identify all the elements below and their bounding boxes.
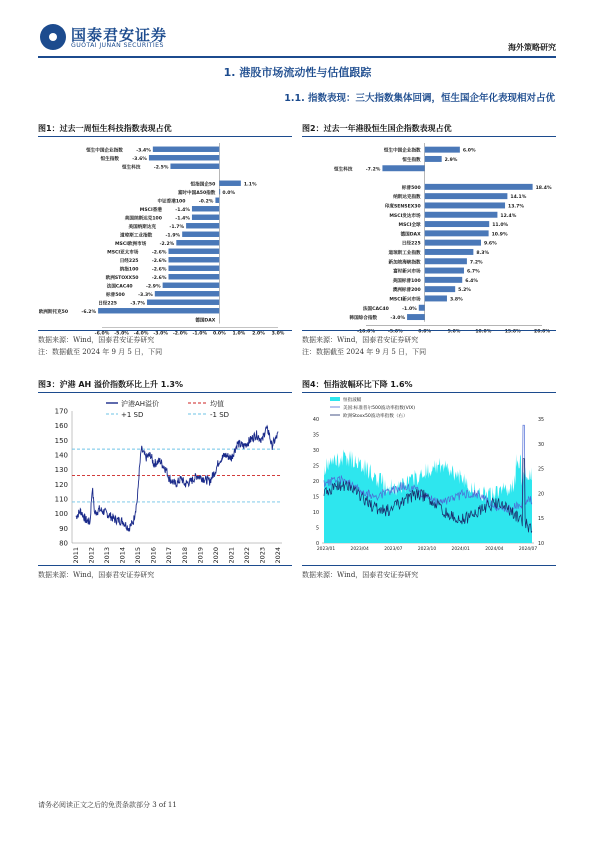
logo-mark-icon (38, 22, 68, 52)
x-tick-label: 2019 (196, 547, 205, 564)
bar (425, 286, 456, 292)
figure-4 (302, 378, 556, 567)
data-label: 1.1% (243, 182, 257, 188)
category-label: 恒指国企50 (190, 182, 216, 188)
category-label: 法国CAC40 (106, 284, 133, 290)
y-right-tick-label: 35 (538, 418, 545, 423)
data-label: -0.2% (198, 199, 214, 205)
data-label: -2.5% (153, 165, 169, 171)
bar (192, 206, 219, 211)
legend-label: +1 SD (121, 411, 144, 419)
data-label: -3.7% (130, 301, 145, 307)
report-type: 海外策略研究 (508, 43, 556, 52)
figure-1 (38, 122, 292, 337)
figure-4-source: 数据来源：Wind，国泰君安证券研究 (302, 571, 419, 579)
x-tick-label: 2020 (211, 547, 220, 564)
figure-1-chart (38, 137, 292, 337)
data-label: 6.4% (465, 278, 478, 284)
category-label: MSCI全球 (398, 223, 421, 229)
category-label: 德国DAX (400, 232, 421, 238)
category-label: 日经225 (401, 241, 421, 247)
figure-2-title: 图2：过去一年港股恒生国企指数表现占优 (302, 124, 452, 133)
x-tick-label: 2012 (87, 547, 96, 564)
category-label: MSCI香港 (139, 207, 162, 213)
bar (186, 223, 219, 228)
figure-4-title: 图4：恒指波幅环比下降 1.6% (302, 380, 413, 389)
x-tick-label: 0.0% (212, 331, 226, 337)
bar (168, 274, 219, 279)
bar (98, 308, 219, 313)
y-tick-label: 100 (54, 510, 68, 519)
category-label: 中证香港100 (157, 199, 186, 205)
data-label: -2.6% (151, 267, 167, 273)
data-label: -2.2% (159, 241, 175, 247)
y-tick-label: 40 (312, 418, 319, 423)
data-label: 5.2% (458, 288, 471, 294)
data-label: -2.6% (151, 275, 167, 281)
data-label: 7.2% (469, 260, 483, 266)
figure-2-chart (302, 137, 556, 335)
category-label: 恒生科技 (122, 165, 141, 171)
data-label: 10.9% (491, 232, 508, 238)
hsi-volatility-area (324, 449, 532, 543)
data-label: -2.6% (151, 250, 167, 256)
data-label: 6.0% (462, 148, 476, 154)
data-label: -2.6% (151, 258, 167, 264)
bar (147, 300, 219, 305)
bar (425, 212, 498, 218)
category-label: MSCI发达市场 (389, 213, 421, 219)
x-tick-label: 2024/01 (451, 547, 470, 552)
category-label: 欧洲斯托克50 (38, 309, 69, 315)
bar (382, 165, 424, 171)
category-label: 新加坡海峡指数 (388, 260, 421, 266)
category-label: 恒生中国企业指数 (383, 148, 421, 154)
figure-3 (38, 378, 292, 567)
bar (425, 221, 490, 227)
y-tick-label: 15 (312, 495, 319, 501)
legend-label: 沪港AH溢价 (121, 400, 160, 408)
data-label: -1.4% (175, 216, 190, 222)
category-label: 美国纳斯达克 (128, 224, 157, 230)
bar (425, 193, 508, 199)
data-label: -6.2% (81, 309, 97, 315)
legend-label: 恒指波幅 (343, 398, 362, 403)
y-tick-label: 140 (54, 451, 68, 460)
bar (182, 232, 219, 237)
data-label: -1.9% (165, 233, 181, 239)
figure-3-bottom-rule (38, 565, 292, 566)
category-label: 日经225 (119, 258, 139, 264)
y-tick-label: 25 (312, 464, 319, 470)
bar (407, 314, 425, 320)
bar (425, 240, 481, 246)
y-tick-label: 120 (54, 480, 68, 489)
data-label: -7.2% (365, 167, 381, 173)
data-label: 9.6% (483, 241, 497, 247)
y-tick-label: 80 (59, 539, 68, 548)
category-label: 日经225 (98, 301, 117, 307)
category-label: 纳斯达克指数 (393, 195, 421, 201)
category-label: 法国CAC40 (362, 306, 389, 312)
bar (170, 164, 219, 169)
y-tick-label: 0 (315, 542, 319, 547)
bar (155, 291, 220, 296)
page-footer: 请务必阅读正文之后的免责条款部分 3 of 11 (38, 801, 177, 809)
data-label: 11.0% (492, 223, 509, 229)
x-tick-label: 2024/04 (485, 547, 504, 552)
x-tick-label: 2023/04 (350, 547, 369, 552)
data-label: 13.7% (508, 204, 524, 210)
x-tick-label: -1.0% (192, 331, 208, 337)
x-tick-label: -3.0% (153, 331, 168, 337)
figure-4-chart (302, 393, 556, 563)
page-header (38, 22, 556, 58)
x-tick-label: 2017 (165, 547, 174, 564)
data-label: -1.7% (169, 224, 185, 230)
x-tick-label: 2023 (258, 547, 267, 564)
bar (168, 266, 219, 271)
y-tick-label: 10 (312, 511, 319, 516)
x-tick-label: 3.0% (271, 331, 285, 337)
x-tick-label: -5.0% (388, 329, 403, 335)
data-label: -1.4% (175, 207, 190, 213)
category-label: 印度SENSEX30 (384, 204, 421, 210)
y-tick-label: 150 (54, 436, 68, 445)
data-label: 0.0% (222, 190, 236, 196)
bar (425, 184, 533, 190)
bar (149, 155, 219, 160)
bar (425, 147, 460, 153)
company-logo (38, 22, 198, 52)
x-tick-label: 2016 (149, 547, 158, 564)
section-title: 1. 港股市场流动性与估值跟踪 (223, 66, 372, 79)
y-right-tick-label: 10 (538, 542, 545, 547)
x-tick-label: 0.0% (418, 329, 432, 335)
y-tick-label: 110 (54, 495, 68, 504)
figure-2-source: 数据来源：Wind，国泰君安证券研究 (302, 336, 419, 344)
x-tick-label: -2.0% (172, 331, 188, 337)
bar (425, 249, 474, 255)
y-tick-label: 30 (312, 449, 319, 454)
category-label: 恒生指数 (100, 156, 119, 162)
x-tick-label: 2024 (274, 547, 282, 564)
data-label: 14.1% (510, 195, 527, 201)
data-label: 8.3% (476, 250, 490, 256)
figure-1-bottom-rule (38, 330, 292, 331)
x-tick-label: 2018 (180, 547, 189, 564)
x-tick-label: 20.0% (534, 329, 550, 335)
y-right-tick-label: 15 (538, 517, 545, 523)
category-label: 美国标普100 (392, 278, 421, 284)
data-label: 3.8% (449, 297, 463, 303)
x-tick-label: 2023/01 (316, 547, 336, 552)
x-tick-label: 10.0% (475, 329, 492, 335)
x-tick-label: 2023/07 (384, 547, 403, 552)
x-tick-label: 2021 (227, 547, 236, 564)
y-tick-label: 90 (59, 524, 68, 533)
bar (176, 240, 219, 245)
data-label: -3.3% (138, 292, 153, 298)
legend-swatch (330, 397, 340, 401)
bar (163, 283, 220, 288)
legend-label: 美国:标准普尔500波动率指数(VIX) (343, 406, 416, 411)
bar (168, 249, 219, 254)
bar (192, 215, 219, 220)
category-label: 恒生中国企业指数 (86, 148, 123, 154)
logo-en: GUOTAI JUNAN SECURITIES (71, 42, 164, 49)
category-label: 恒生科技 (334, 167, 353, 173)
ah-premium-series-line (76, 426, 278, 532)
data-label: -3.0% (390, 316, 406, 322)
y-tick-label: 20 (312, 480, 319, 485)
bar (219, 181, 241, 186)
y-right-tick-label: 30 (538, 442, 545, 448)
data-label: -1.0% (402, 306, 417, 312)
data-label: -3.4% (136, 148, 151, 154)
y-right-tick-label: 25 (538, 467, 545, 473)
x-tick-label: 2024/07 (518, 547, 538, 552)
category-label: 纳指100 (119, 267, 139, 273)
figure-1-note: 注：数据截至 2024 年 9 月 5 日，下同 (38, 348, 163, 356)
bar (219, 189, 220, 194)
x-tick-label: -5.0% (114, 331, 129, 337)
legend-label: 均值 (210, 400, 224, 408)
data-label: 12.4% (500, 213, 517, 219)
y-tick-label: 160 (54, 422, 68, 431)
figure-3-chart (38, 393, 292, 563)
legend-label: -1 SD (210, 411, 230, 419)
legend-label: 欧洲Stoxx50波动率指数（右） (343, 414, 408, 419)
bar (425, 202, 505, 208)
bar (419, 305, 425, 311)
category-label: 德国DAX (195, 318, 216, 324)
x-tick-label: 2022 (242, 547, 251, 564)
data-label: 2.9% (444, 157, 458, 163)
bar (153, 147, 219, 152)
x-tick-label: 2011 (72, 547, 80, 564)
bar (425, 258, 467, 264)
bar (425, 156, 442, 162)
y-tick-label: 5 (315, 526, 319, 532)
category-label: 韩国综合指数 (349, 316, 378, 322)
category-label: 美国纳斯达克100 (124, 216, 162, 222)
data-label: 18.4% (535, 185, 552, 191)
figure-2-bottom-rule (302, 330, 556, 331)
x-tick-label: 15.0% (504, 329, 521, 335)
category-label: MSCI亚太市场 (107, 250, 139, 256)
data-label: -3.6% (132, 156, 147, 162)
data-label: 6.7% (466, 269, 480, 275)
y-right-tick-label: 20 (538, 492, 545, 498)
subsection-title: 1.1. 指数表现：三大指数集体回调，恒生国企年化表现相对占优 (284, 93, 555, 104)
figure-3-source: 数据来源：Wind，国泰君安证券研究 (38, 571, 155, 579)
logo-cn: 国泰君安证券 (71, 26, 168, 44)
x-tick-label: -10.0% (357, 329, 375, 335)
category-label: 恒生指数 (402, 157, 421, 163)
category-label: 澳洲标普200 (392, 288, 421, 294)
header-divider (38, 56, 556, 58)
figure-4-bottom-rule (302, 565, 556, 566)
x-tick-label: 2014 (118, 547, 127, 564)
x-tick-label: 1.0% (232, 331, 246, 337)
y-tick-label: 170 (54, 407, 68, 416)
category-label: 道琼斯工业指数 (120, 233, 153, 239)
figure-1-title: 图1：过去一周恒生科技指数表现占优 (38, 124, 172, 133)
x-tick-label: 2.0% (252, 331, 265, 337)
x-tick-label: 2023/10 (417, 547, 437, 552)
category-label: MSCI新兴市场 (389, 297, 421, 303)
figure-2-note: 注：数据截至 2024 年 9 月 5 日，下同 (302, 348, 427, 356)
data-label: -2.9% (145, 284, 161, 290)
bar (425, 268, 464, 274)
bar (168, 257, 219, 262)
bar (425, 230, 489, 236)
x-tick-label: 2015 (134, 547, 143, 564)
category-label: MSCI欧洲市场 (114, 241, 147, 247)
category-label: 富时新兴市场 (393, 269, 421, 275)
figure-3-title: 图3：沪港 AH 溢价指数环比上升 1.3% (38, 380, 183, 389)
category-label: 富时中国A50指数 (177, 190, 216, 196)
y-tick-label: 130 (54, 466, 68, 475)
figure-1-source: 数据来源：Wind，国泰君安证券研究 (38, 336, 155, 344)
bar (425, 295, 447, 301)
category-label: 道琼斯工业指数 (388, 250, 421, 256)
y-tick-label: 35 (312, 433, 319, 439)
x-tick-label: -6.0% (94, 331, 110, 337)
x-tick-label: -4.0% (133, 331, 149, 337)
category-label: 欧洲STOXX50 (105, 275, 139, 281)
x-tick-label: 5.0% (447, 329, 461, 335)
bar (215, 198, 219, 203)
x-tick-label: 2013 (103, 547, 112, 564)
category-label: 标普500 (401, 185, 421, 191)
figure-2 (302, 122, 556, 333)
bar (425, 277, 463, 283)
category-label: 标普500 (106, 292, 125, 298)
